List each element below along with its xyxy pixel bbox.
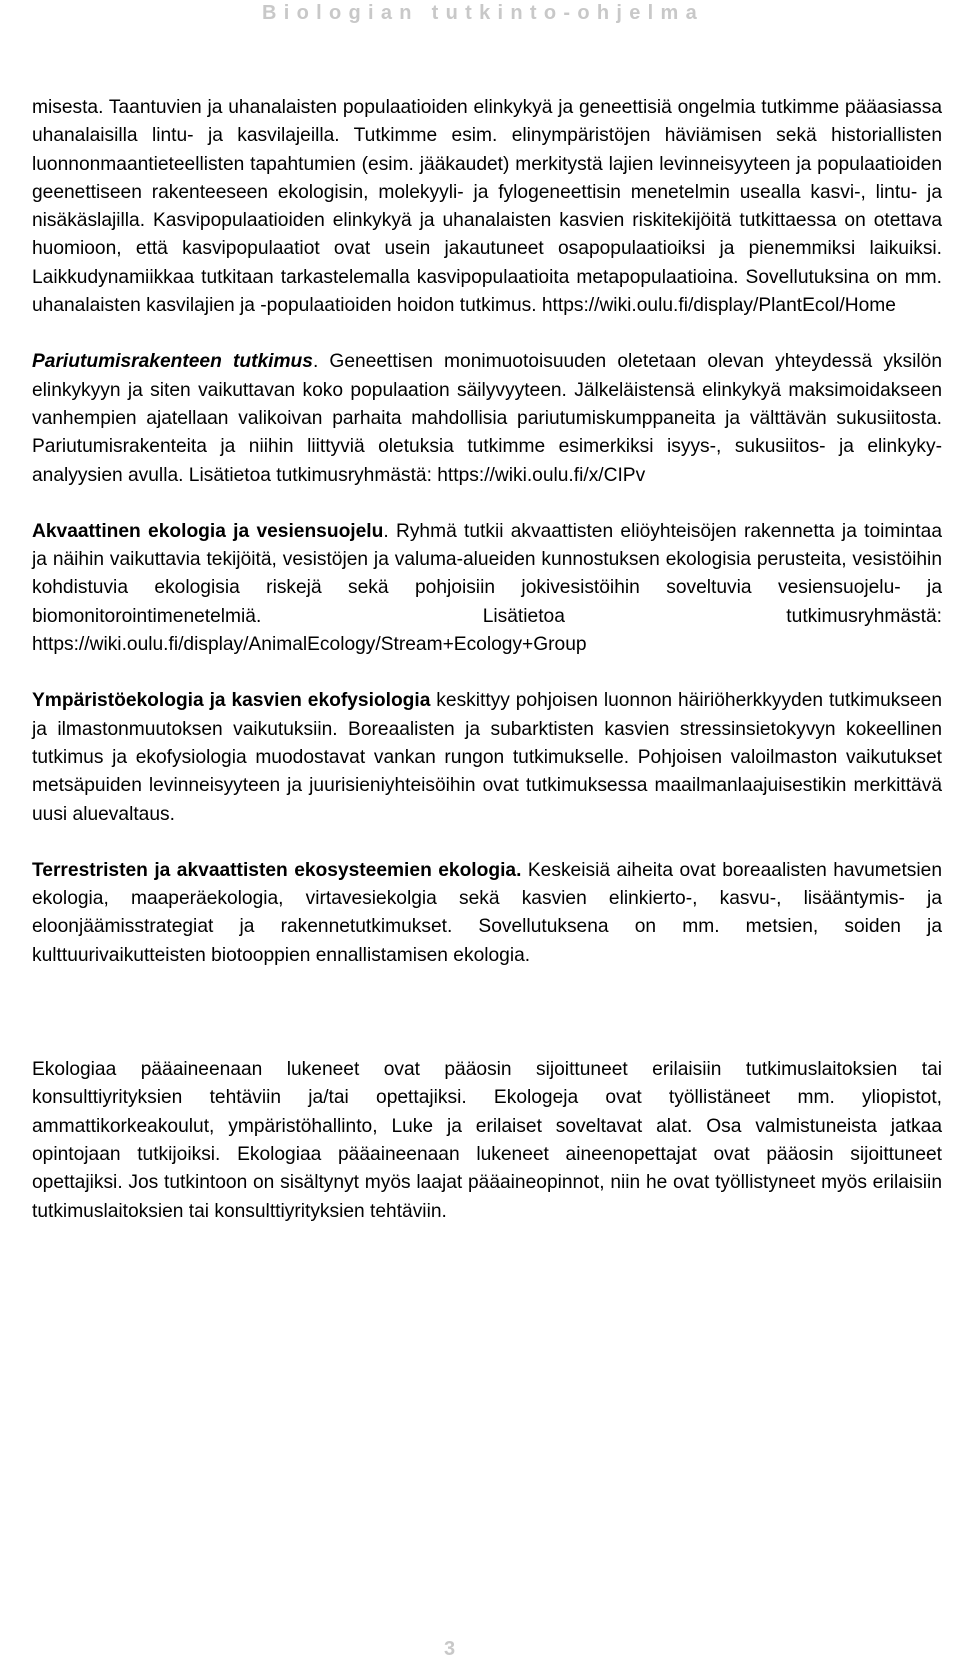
document-body	[32, 94, 942, 1226]
page-number: 3	[444, 1638, 456, 1660]
paragraph-body: Keskeisiä aiheita ovat boreaalisten havumetsien ekologia, maaperäekologia, virtavesiekolgia sekä kasvien elinkierto-, kasvu-, lisääntymis- ja eloonjäämisstrategiat ja rakennetutkimukset. Sovellutuksena on mm. metsien, soiden ja kulttuurivaikutteisten biotooppien ennallistamisen ekologia.	[32, 859, 942, 966]
paragraph-employment	[32, 1056, 942, 1226]
paragraph-mating-structure	[32, 348, 942, 489]
paragraph-body: . Ryhmä tutkii akvaattisten eliöyhteisöjen rakennetta ja toimintaa ja näihin vaikuttavia tekijöitä, vesistöjen ja valuma-alueiden kunnostuksen ekologisia perusteita, vesistöihin kohdistuvia ekologisia riskejä sekä pohjoisiin jokivesistöihin soveltuvia vesiensuojelu- ja biomonitorointimenetelmiä. Lisätietoa tutkimusryhmästä: https://wiki.oulu.fi/display/AnimalEcology/Stream+Ecology+Group	[32, 520, 943, 656]
section-heading-aquatic-ecology: Akvaattinen ekologia ja vesiensuojelu	[32, 520, 384, 542]
section-heading-ecosystem-ecology: Terrestristen ja akvaattisten ekosysteemien ekologia.	[32, 859, 522, 881]
section-heading-mating-structure: Pariutumisrakenteen tutkimus	[32, 351, 313, 373]
paragraph-population-research	[32, 94, 942, 320]
paragraph-environmental-ecology	[32, 687, 942, 828]
paragraph-body: Ekologiaa pääaineenaan lukeneet ovat pääosin sijoittuneet erilaisiin tutkimuslaitoksien tai konsulttiyrityksien tehtäviin ja/tai opettajiksi. Ekologeja ovat työllistäneet mm. yliopistot, ammattikorkeakoulut, ympäristöhallinto, Luke ja erilaiset soveltavat alat. Osa valmistuneista jatkaa opintojaan tutkijoiksi. Ekologiaa pääaineenaan lukeneet aineenopettajat ovat pääosin sijoittuneet opettajiksi. Jos tutkintoon on sisältynyt myös laajat pääaineopinnot, niin he ovat työllistyneet myös erilaisiin tutkimuslaitoksien tai konsulttiyrityksien tehtäviin.	[32, 1059, 942, 1222]
paragraph-body: misesta. Taantuvien ja uhanalaisten populaatioiden elinkykyä ja geneettisiä ongelmia tutkimme pääasiassa uhanalaisilla lintu- ja kasvilajeilla. Tutkimme esim. elinympäristöjen häviämisen sekä historiallisten luonnonmaantieteellisten tapahtumien (esim. jääkaudet) merkitystä lajien levinneisyyteen ja populaatioiden geenettiseen rakenteeseen ekologisin, molekyyli- ja fylogeneettisin menetelmin usealla kasvi-, lintu- ja nisäkäslajilla. Kasvipopulaatioiden elinkykyä ja uhanalaisten kasvien riskitekijöitä tutkittaessa on otettava huomioon, että kasvipopulaatiot ovat usein jakautuneet osapopulaatioiksi ja pienemmiksi laikuiksi. Laikkudynamiikkaa tutkitaan tarkastelemalla kasvipopulaatioita metapopulaatioina. Sovellutuksina on mm. uhanalaisten kasvilajien ja -populaatioiden hoidon tutkimus. https://wiki.oulu.fi/display/PlantEcol/Home	[32, 97, 942, 317]
running-header: Biologian tutkinto-ohjelma	[262, 2, 705, 24]
paragraph-ecosystem-ecology	[32, 857, 942, 970]
paragraph-body: . Geneettisen monimuotoisuuden oletetaan olevan yhteydessä yksilön elinkykyyn ja siten vaikuttavan koko populaation säilyvyyteen. Jälkeläistensä elinkykyä maksimoidakseen vanhempien ajatellaan valikoivan parhaita mahdollisia pariutumiskumppaneita ja välttävän sukusiitosta. Pariutumisrakenteita ja niihin liittyviä oletuksia tutkimme esimerkiksi isyys-, sukusiitos- ja elinkykyanalyysien avulla. Lisätietoa tutkimusryhmästä: https://wiki.oulu.fi/x/CIPv	[32, 351, 942, 486]
paragraph-body: keskittyy pohjoisen luonnon häiriöherkkyyden tutkimukseen ja ilmastonmuutoksen vaikutuksiin. Boreaalisten ja subarktisten kasvien stressinsietokyvyn kokeellinen tutkimus ja ekofysiologia muodostavat vankan rungon tutkimukselle. Pohjoisen valoilmaston vaikutukset metsäpuiden levinneisyyteen ja juurisieniyhteisöihin ovat tutkimuksessa maailmanlaajuisestikin merkittävä uusi aluevaltaus.	[32, 690, 942, 825]
paragraph-aquatic-ecology	[32, 518, 942, 659]
section-heading-environmental-ecology: Ympäristöekologia ja kasvien ekofysiologia	[32, 690, 431, 712]
